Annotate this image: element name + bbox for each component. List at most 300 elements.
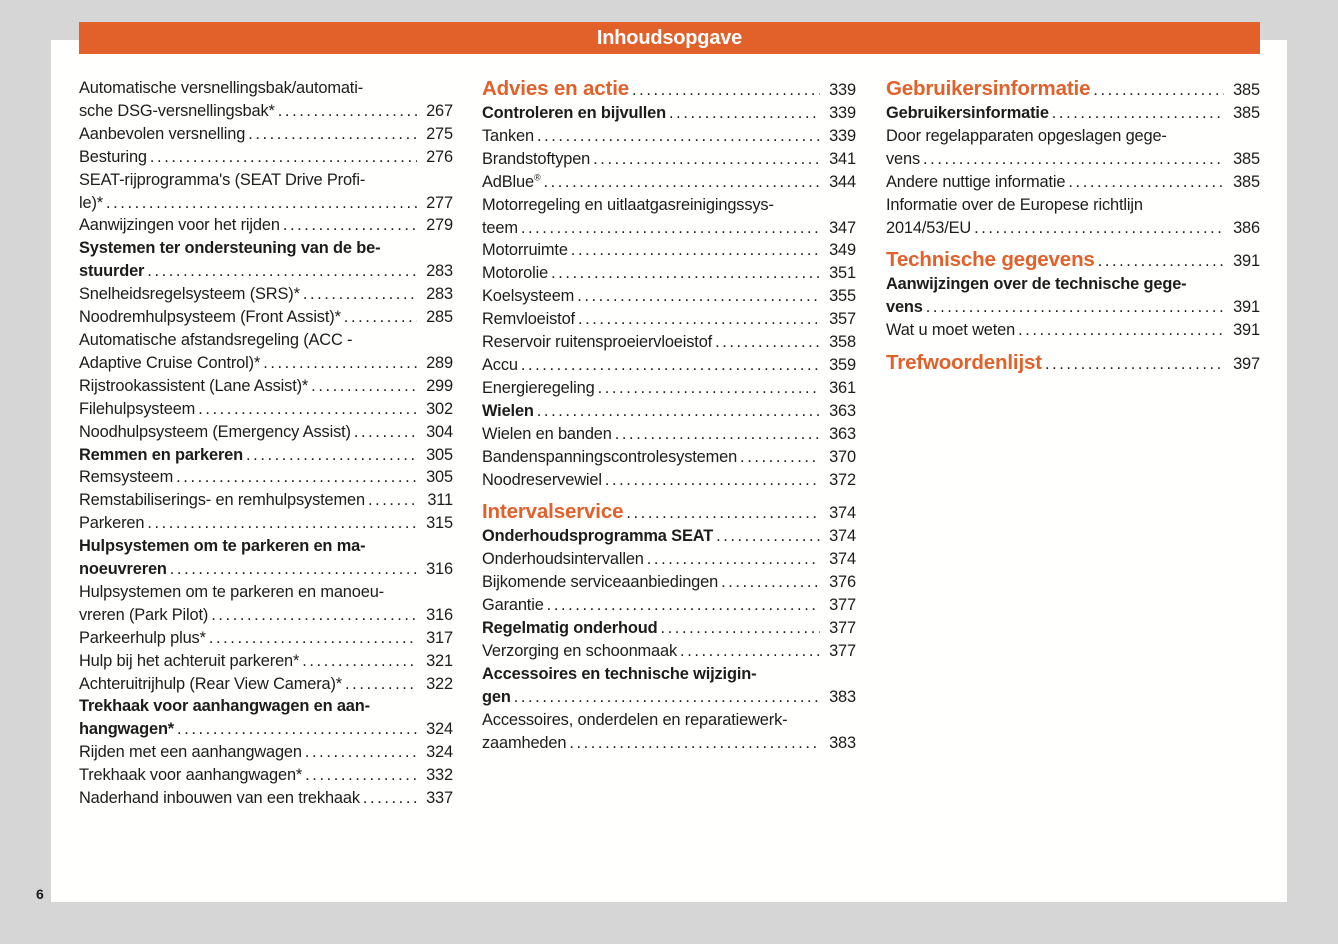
toc-entry[interactable] <box>79 512 453 535</box>
toc-page-number: 391 <box>1233 298 1260 317</box>
toc-page-number: 337 <box>426 789 453 808</box>
toc-chapter-entry[interactable] <box>79 444 453 467</box>
toc-entry-row <box>79 192 453 215</box>
toc-page-number: 374 <box>829 504 856 523</box>
toc-entry-label <box>79 604 208 627</box>
toc-entry-label-text: vens <box>886 298 923 317</box>
toc-entry-label-text: Adaptive Cruise Control)* <box>79 353 261 372</box>
dot-leader <box>715 331 820 354</box>
toc-entry-label-text: Naderhand inbouwen van een trekhaak <box>79 789 360 808</box>
toc-entry[interactable] <box>482 709 856 755</box>
toc-entry-row <box>79 764 453 787</box>
toc-entry-label <box>482 525 713 548</box>
toc-entry-row <box>886 248 1260 273</box>
toc-entry-row <box>79 627 453 650</box>
dot-leader <box>577 285 820 308</box>
toc-chapter-entry[interactable] <box>79 237 453 283</box>
toc-entry[interactable] <box>79 741 453 764</box>
toc-entry-label-line-1: Door regelapparaten opgeslagen gege- <box>886 126 1167 145</box>
toc-page-number: 277 <box>426 193 453 212</box>
toc-entry-row <box>79 741 453 764</box>
toc-entry[interactable] <box>482 548 856 571</box>
toc-column-2 <box>482 77 856 754</box>
dot-leader <box>974 217 1224 240</box>
toc-entry[interactable] <box>482 594 856 617</box>
toc-entry-label <box>482 377 595 400</box>
dot-leader <box>514 686 820 709</box>
toc-entry-label-text: Energieregeling <box>482 378 595 397</box>
toc-entry-label-text: Koelsysteem <box>482 287 575 306</box>
dot-leader <box>176 466 417 489</box>
toc-entry-label-text: Gebruikersinformatie <box>886 104 1049 122</box>
toc-entry[interactable] <box>79 650 453 673</box>
toc-entry-row <box>79 650 453 673</box>
toc-entry-row <box>79 466 453 489</box>
toc-entry-row <box>482 217 856 240</box>
toc-entry-row <box>482 354 856 377</box>
toc-entry[interactable] <box>482 331 856 354</box>
dot-leader <box>926 296 1224 319</box>
header-bar <box>79 22 1260 54</box>
toc-entry[interactable] <box>886 171 1260 194</box>
toc-entry[interactable] <box>79 123 453 146</box>
toc-entry-label-line-1: SEAT-rijprogramma's (SEAT Drive Profi- <box>79 170 366 189</box>
toc-entry-label <box>79 673 342 696</box>
toc-entry-row <box>79 375 453 398</box>
toc-entry[interactable] <box>886 319 1260 342</box>
dot-leader <box>537 125 820 148</box>
toc-entry-row <box>79 444 453 467</box>
dot-leader <box>344 306 417 329</box>
toc-entry-label <box>886 148 920 171</box>
toc-entry-row <box>482 285 856 308</box>
dot-leader <box>303 283 417 306</box>
dot-leader <box>1068 171 1224 194</box>
toc-entry[interactable] <box>79 787 453 810</box>
toc-entry-label-text: Technische gegevens <box>886 248 1095 272</box>
toc-entry-label-text: Garantie <box>482 596 544 615</box>
toc-entry[interactable] <box>482 571 856 594</box>
toc-entry-row <box>79 123 453 146</box>
toc-entry[interactable] <box>482 285 856 308</box>
dot-leader <box>1052 102 1224 125</box>
toc-entry-label <box>79 398 195 421</box>
toc-page-number: 316 <box>426 605 453 624</box>
toc-entry-label <box>482 469 602 492</box>
toc-entry[interactable] <box>79 283 453 306</box>
toc-entry-label <box>79 741 302 764</box>
toc-page-number: 332 <box>426 766 453 785</box>
toc-entry-row <box>79 352 453 375</box>
dot-leader <box>598 377 820 400</box>
toc-page-number: 361 <box>829 378 856 397</box>
toc-entry-label <box>482 102 666 125</box>
toc-entry-label <box>79 192 103 215</box>
toc-entry-row <box>79 512 453 535</box>
toc-entry[interactable] <box>482 194 856 240</box>
toc-chapter-entry[interactable] <box>886 102 1260 125</box>
dot-leader <box>1093 78 1224 102</box>
toc-entry-label <box>482 732 566 755</box>
toc-chapter-entry[interactable] <box>79 535 453 581</box>
toc-entry-label-text: Motorolie <box>482 264 549 283</box>
page-number: 6 <box>36 886 44 902</box>
toc-entry-row <box>482 686 856 709</box>
toc-page-number: 385 <box>1233 149 1260 168</box>
toc-entry-row <box>79 306 453 329</box>
toc-entry-label <box>886 248 1095 272</box>
toc-entry-label-line-1: Aanwijzingen over de technische gege- <box>886 275 1187 294</box>
toc-entry-row <box>482 331 856 354</box>
dot-leader <box>147 512 417 535</box>
toc-entry-row <box>886 102 1260 125</box>
toc-entry-label-text: Reservoir ruitensproeiervloeistof <box>482 333 713 352</box>
toc-entry-label <box>482 617 657 640</box>
dot-leader <box>147 260 417 283</box>
toc-page-number: 391 <box>1233 252 1260 271</box>
toc-page-number: 358 <box>829 333 856 352</box>
toc-page-number: 374 <box>829 527 856 546</box>
toc-page-number: 347 <box>829 218 856 237</box>
toc-entry-row <box>482 525 856 548</box>
toc-entry[interactable] <box>482 640 856 663</box>
dot-leader <box>150 146 417 169</box>
toc-entry-label-text: Besturing <box>79 147 147 166</box>
toc-page-number: 321 <box>426 651 453 670</box>
toc-column-1 <box>79 77 453 810</box>
toc-entry-label-text: Parkeren <box>79 514 145 533</box>
toc-entry-label-text: Wat u moet weten <box>886 321 1016 340</box>
toc-entry-label-text: Rijden met een aanhangwagen <box>79 743 302 762</box>
dot-leader <box>626 501 820 525</box>
toc-entry[interactable] <box>482 377 856 400</box>
toc-page-number: 299 <box>426 376 453 395</box>
toc-entry-row <box>482 571 856 594</box>
toc-entry-row <box>79 398 453 421</box>
toc-page-number: 385 <box>1233 104 1260 122</box>
toc-entry[interactable] <box>482 171 856 194</box>
toc-entry-label-text: Remmen en parkeren <box>79 445 244 464</box>
toc-entry-row <box>482 102 856 125</box>
toc-entry-label <box>79 260 144 283</box>
toc-entry-label-text: Verzorging en schoonmaak <box>482 641 678 660</box>
toc-entry[interactable] <box>482 125 856 148</box>
toc-entry[interactable] <box>482 354 856 377</box>
toc-entry-label <box>482 125 534 148</box>
dot-leader <box>305 741 417 764</box>
toc-page-number: 372 <box>829 470 856 489</box>
toc-page-number: 355 <box>829 287 856 306</box>
toc-entry[interactable] <box>482 239 856 262</box>
toc-section-heading[interactable] <box>482 77 856 102</box>
toc-entry-row <box>482 377 856 400</box>
toc-entry-row <box>79 146 453 169</box>
dot-leader <box>571 239 820 262</box>
dot-leader <box>106 192 417 215</box>
toc-entry[interactable] <box>79 489 453 512</box>
toc-entry-row <box>482 423 856 446</box>
dot-leader <box>1098 249 1224 273</box>
toc-entry-label <box>79 787 360 810</box>
dot-leader <box>669 102 820 125</box>
toc-entry-row <box>886 217 1260 240</box>
dot-leader <box>521 217 820 240</box>
toc-entry-label <box>482 77 629 101</box>
toc-entry[interactable] <box>79 398 453 421</box>
toc-entry-label-line-1: Motorregeling en uitlaatgasreinigingssys- <box>482 195 774 214</box>
toc-entry-label-text: zaamheden <box>482 733 567 752</box>
toc-entry-row <box>79 718 453 741</box>
dot-leader <box>716 525 820 548</box>
dot-leader <box>198 398 417 421</box>
toc-entry-label-text: Regelmatig onderhoud <box>482 619 658 638</box>
toc-entry-row <box>79 787 453 810</box>
toc-page-number: 305 <box>426 445 453 464</box>
toc-entry-row <box>79 673 453 696</box>
toc-entry-label-text: hangwagen* <box>79 720 175 739</box>
dot-leader <box>923 148 1224 171</box>
toc-entry-label-text: Accu <box>482 355 518 374</box>
toc-entry-label-text: sche DSG-versnellingsbak* <box>79 101 275 120</box>
toc-entry-label-text: Controleren en bijvullen <box>482 104 667 122</box>
toc-entry-label <box>482 239 568 262</box>
toc-entry-label <box>79 444 243 467</box>
toc-entry-label-text: Bandenspanningscontrolesystemen <box>482 447 738 466</box>
toc-chapter-entry[interactable] <box>482 102 856 125</box>
toc-entry-label <box>79 123 245 146</box>
toc-entry-row <box>482 548 856 571</box>
toc-section-heading[interactable] <box>482 500 856 525</box>
dot-leader <box>302 650 417 673</box>
toc-page-number: 289 <box>426 353 453 372</box>
toc-chapter-entry[interactable] <box>482 617 856 640</box>
toc-section-heading[interactable] <box>886 77 1260 102</box>
toc-entry-label-text: Gebruikersinformatie <box>886 77 1091 100</box>
toc-page-number: 317 <box>426 628 453 647</box>
dot-leader <box>605 469 820 492</box>
toc-entry-label <box>79 466 173 489</box>
toc-entry[interactable] <box>79 581 453 627</box>
toc-entry-label <box>886 77 1090 101</box>
toc-entry-label <box>79 306 341 329</box>
toc-entry-label-text: Bijkomende serviceaanbiedingen <box>482 573 719 592</box>
toc-entry-label <box>482 446 737 469</box>
toc-entry-row <box>482 469 856 492</box>
toc-entry-row <box>79 421 453 444</box>
toc-entry[interactable] <box>79 421 453 444</box>
toc-page-number: 315 <box>426 514 453 533</box>
toc-column-3 <box>886 77 1260 376</box>
dot-leader <box>283 214 417 237</box>
toc-entry-label <box>482 400 534 423</box>
toc-page-number: 363 <box>829 424 856 443</box>
toc-entry-row <box>482 125 856 148</box>
toc-entry-row <box>482 446 856 469</box>
toc-entry-label <box>886 102 1049 125</box>
toc-page-number: 285 <box>426 308 453 327</box>
toc-entry-label <box>886 351 1042 375</box>
dot-leader <box>593 148 820 171</box>
toc-entry[interactable] <box>79 764 453 787</box>
toc-entry[interactable] <box>79 375 453 398</box>
toc-entry-row <box>886 171 1260 194</box>
toc-entry-label-text: Trefwoordenlijst <box>886 351 1042 375</box>
toc-entry-label-text: noeuvreren <box>79 560 167 579</box>
toc-entry[interactable] <box>482 423 856 446</box>
toc-entry-row <box>482 77 856 102</box>
toc-entry-label <box>482 171 540 194</box>
toc-entry-label-text: Parkeerhulp plus* <box>79 628 206 647</box>
toc-entry[interactable] <box>79 466 453 489</box>
toc-entry-label-text: Advies en actie <box>482 77 630 100</box>
toc-entry-label <box>886 171 1065 194</box>
toc-entry[interactable] <box>79 673 453 696</box>
toc-entry-label-text: Aanbevolen versnelling <box>79 124 246 143</box>
toc-entry-label <box>482 354 518 377</box>
toc-chapter-entry[interactable] <box>482 525 856 548</box>
toc-entry-label-text: Noodremhulpsysteem (Front Assist)* <box>79 308 341 327</box>
toc-entry[interactable] <box>79 306 453 329</box>
toc-chapter-entry[interactable] <box>482 663 856 709</box>
toc-entry-label <box>79 489 365 512</box>
toc-entry[interactable] <box>482 148 856 171</box>
dot-leader <box>211 604 417 627</box>
toc-section-heading[interactable] <box>886 248 1260 273</box>
toc-entry-row <box>482 594 856 617</box>
toc-entry-label <box>886 319 1015 342</box>
toc-entry-label-text: Aanwijzingen voor het rijden <box>79 216 280 235</box>
dot-leader <box>177 718 417 741</box>
toc-entry-row <box>482 148 856 171</box>
toc-entry-label-text: Achteruitrijhulp (Rear View Camera)* <box>79 674 343 693</box>
toc-page-number: 276 <box>426 147 453 166</box>
toc-entry-label <box>482 571 718 594</box>
toc-entry-label <box>482 217 518 240</box>
toc-entry-label-text: Tanken <box>482 126 534 145</box>
toc-entry-label-line-1: Informatie over de Europese richtlijn <box>886 195 1143 214</box>
toc-entry-label <box>886 296 923 319</box>
toc-entry[interactable] <box>482 262 856 285</box>
toc-entry-row <box>482 640 856 663</box>
toc-entry-label-text: Remstabiliserings- en remhulpsystemen <box>79 491 365 510</box>
toc-page-number: 397 <box>1233 355 1260 374</box>
toc-section-heading[interactable] <box>886 351 1260 376</box>
toc-entry[interactable] <box>79 169 453 215</box>
toc-entry[interactable] <box>886 125 1260 171</box>
toc-page-number: 322 <box>426 674 453 693</box>
toc-entry-label-text: Onderhoudsprogramma SEAT <box>482 527 714 546</box>
toc-entry-row <box>79 283 453 306</box>
toc-page-number: 385 <box>1233 172 1260 191</box>
toc-entry-label-text: Brandstoftypen <box>482 149 591 168</box>
toc-page-number: 304 <box>426 422 453 441</box>
toc-page-number: 359 <box>829 355 856 374</box>
toc-entry-label-line-1: Automatische afstandsregeling (ACC - <box>79 330 353 349</box>
toc-entry-label-text: Noodhulpsysteem (Emergency Assist) <box>79 422 351 441</box>
toc-entry-label <box>79 352 260 375</box>
toc-entry-label <box>79 764 302 787</box>
toc-entry[interactable] <box>482 446 856 469</box>
toc-entry-label-text: Wielen <box>482 401 534 420</box>
toc-page-number: 349 <box>829 241 856 260</box>
toc-entry-label <box>482 331 712 354</box>
dot-leader <box>632 78 820 102</box>
toc-entry[interactable] <box>79 627 453 650</box>
toc-page-number: 376 <box>829 573 856 592</box>
toc-entry-label <box>482 423 612 446</box>
toc-page-number: 341 <box>829 149 856 168</box>
toc-entry-row <box>79 100 453 123</box>
dot-leader <box>537 400 820 423</box>
toc-entry-row <box>482 239 856 262</box>
dot-leader <box>721 571 820 594</box>
toc-entry-label <box>79 558 167 581</box>
toc-entry[interactable] <box>482 308 856 331</box>
toc-entry[interactable] <box>79 329 453 375</box>
toc-page-number: 311 <box>427 491 453 510</box>
dot-leader <box>368 489 417 512</box>
toc-entry-row <box>482 308 856 331</box>
toc-entry-label-text: gen <box>482 687 511 706</box>
toc-page-number: 377 <box>829 641 856 660</box>
toc-page-number: 386 <box>1233 218 1260 237</box>
toc-entry-row <box>79 489 453 512</box>
toc-entry-row <box>79 604 453 627</box>
toc-entry-label-line-1: Automatische versnellingsbak/automati- <box>79 79 364 97</box>
toc-page-number: 357 <box>829 310 856 329</box>
toc-chapter-entry[interactable] <box>886 273 1260 319</box>
toc-entry-label-text: 2014/53/EU <box>886 218 972 237</box>
toc-entry-label <box>79 421 351 444</box>
toc-chapter-entry[interactable] <box>482 400 856 423</box>
toc-entry-label-text: Rijstrookassistent (Lane Assist)* <box>79 376 309 395</box>
toc-entry[interactable] <box>886 194 1260 240</box>
toc-entry-label-line-1: Systemen ter ondersteuning van de be- <box>79 239 381 258</box>
toc-entry-label <box>79 718 174 741</box>
toc-entry-row <box>482 400 856 423</box>
toc-entry[interactable] <box>79 214 453 237</box>
toc-chapter-entry[interactable] <box>79 695 453 741</box>
toc-entry[interactable] <box>79 146 453 169</box>
toc-entry-label-text: teem <box>482 218 518 237</box>
toc-entry-label-text: Filehulpsysteem <box>79 399 196 418</box>
dot-leader <box>551 262 820 285</box>
dot-leader <box>248 123 417 146</box>
dot-leader <box>647 548 820 571</box>
toc-entry-label <box>79 214 280 237</box>
dot-leader <box>311 375 417 398</box>
dot-leader <box>209 627 417 650</box>
toc-page-number: 383 <box>829 687 856 706</box>
dot-leader <box>278 100 417 123</box>
toc-entry-row <box>482 732 856 755</box>
toc-entry[interactable] <box>482 469 856 492</box>
toc-entry[interactable] <box>79 77 453 123</box>
toc-entry-label-text: Remsysteem <box>79 468 174 487</box>
dot-leader <box>246 444 417 467</box>
toc-page-number: 279 <box>426 216 453 235</box>
toc-entry-row <box>79 260 453 283</box>
toc-page-number: 377 <box>829 596 856 615</box>
dot-leader <box>547 594 820 617</box>
toc-entry-label-text: Wielen en banden <box>482 424 612 443</box>
toc-entry-label <box>79 146 147 169</box>
toc-page-number: 324 <box>426 720 453 739</box>
toc-entry-label <box>79 283 300 306</box>
toc-entry-label <box>482 148 590 171</box>
toc-entry-label-text: Snelheidsregelsysteem (SRS)* <box>79 285 300 304</box>
dot-leader <box>680 640 820 663</box>
